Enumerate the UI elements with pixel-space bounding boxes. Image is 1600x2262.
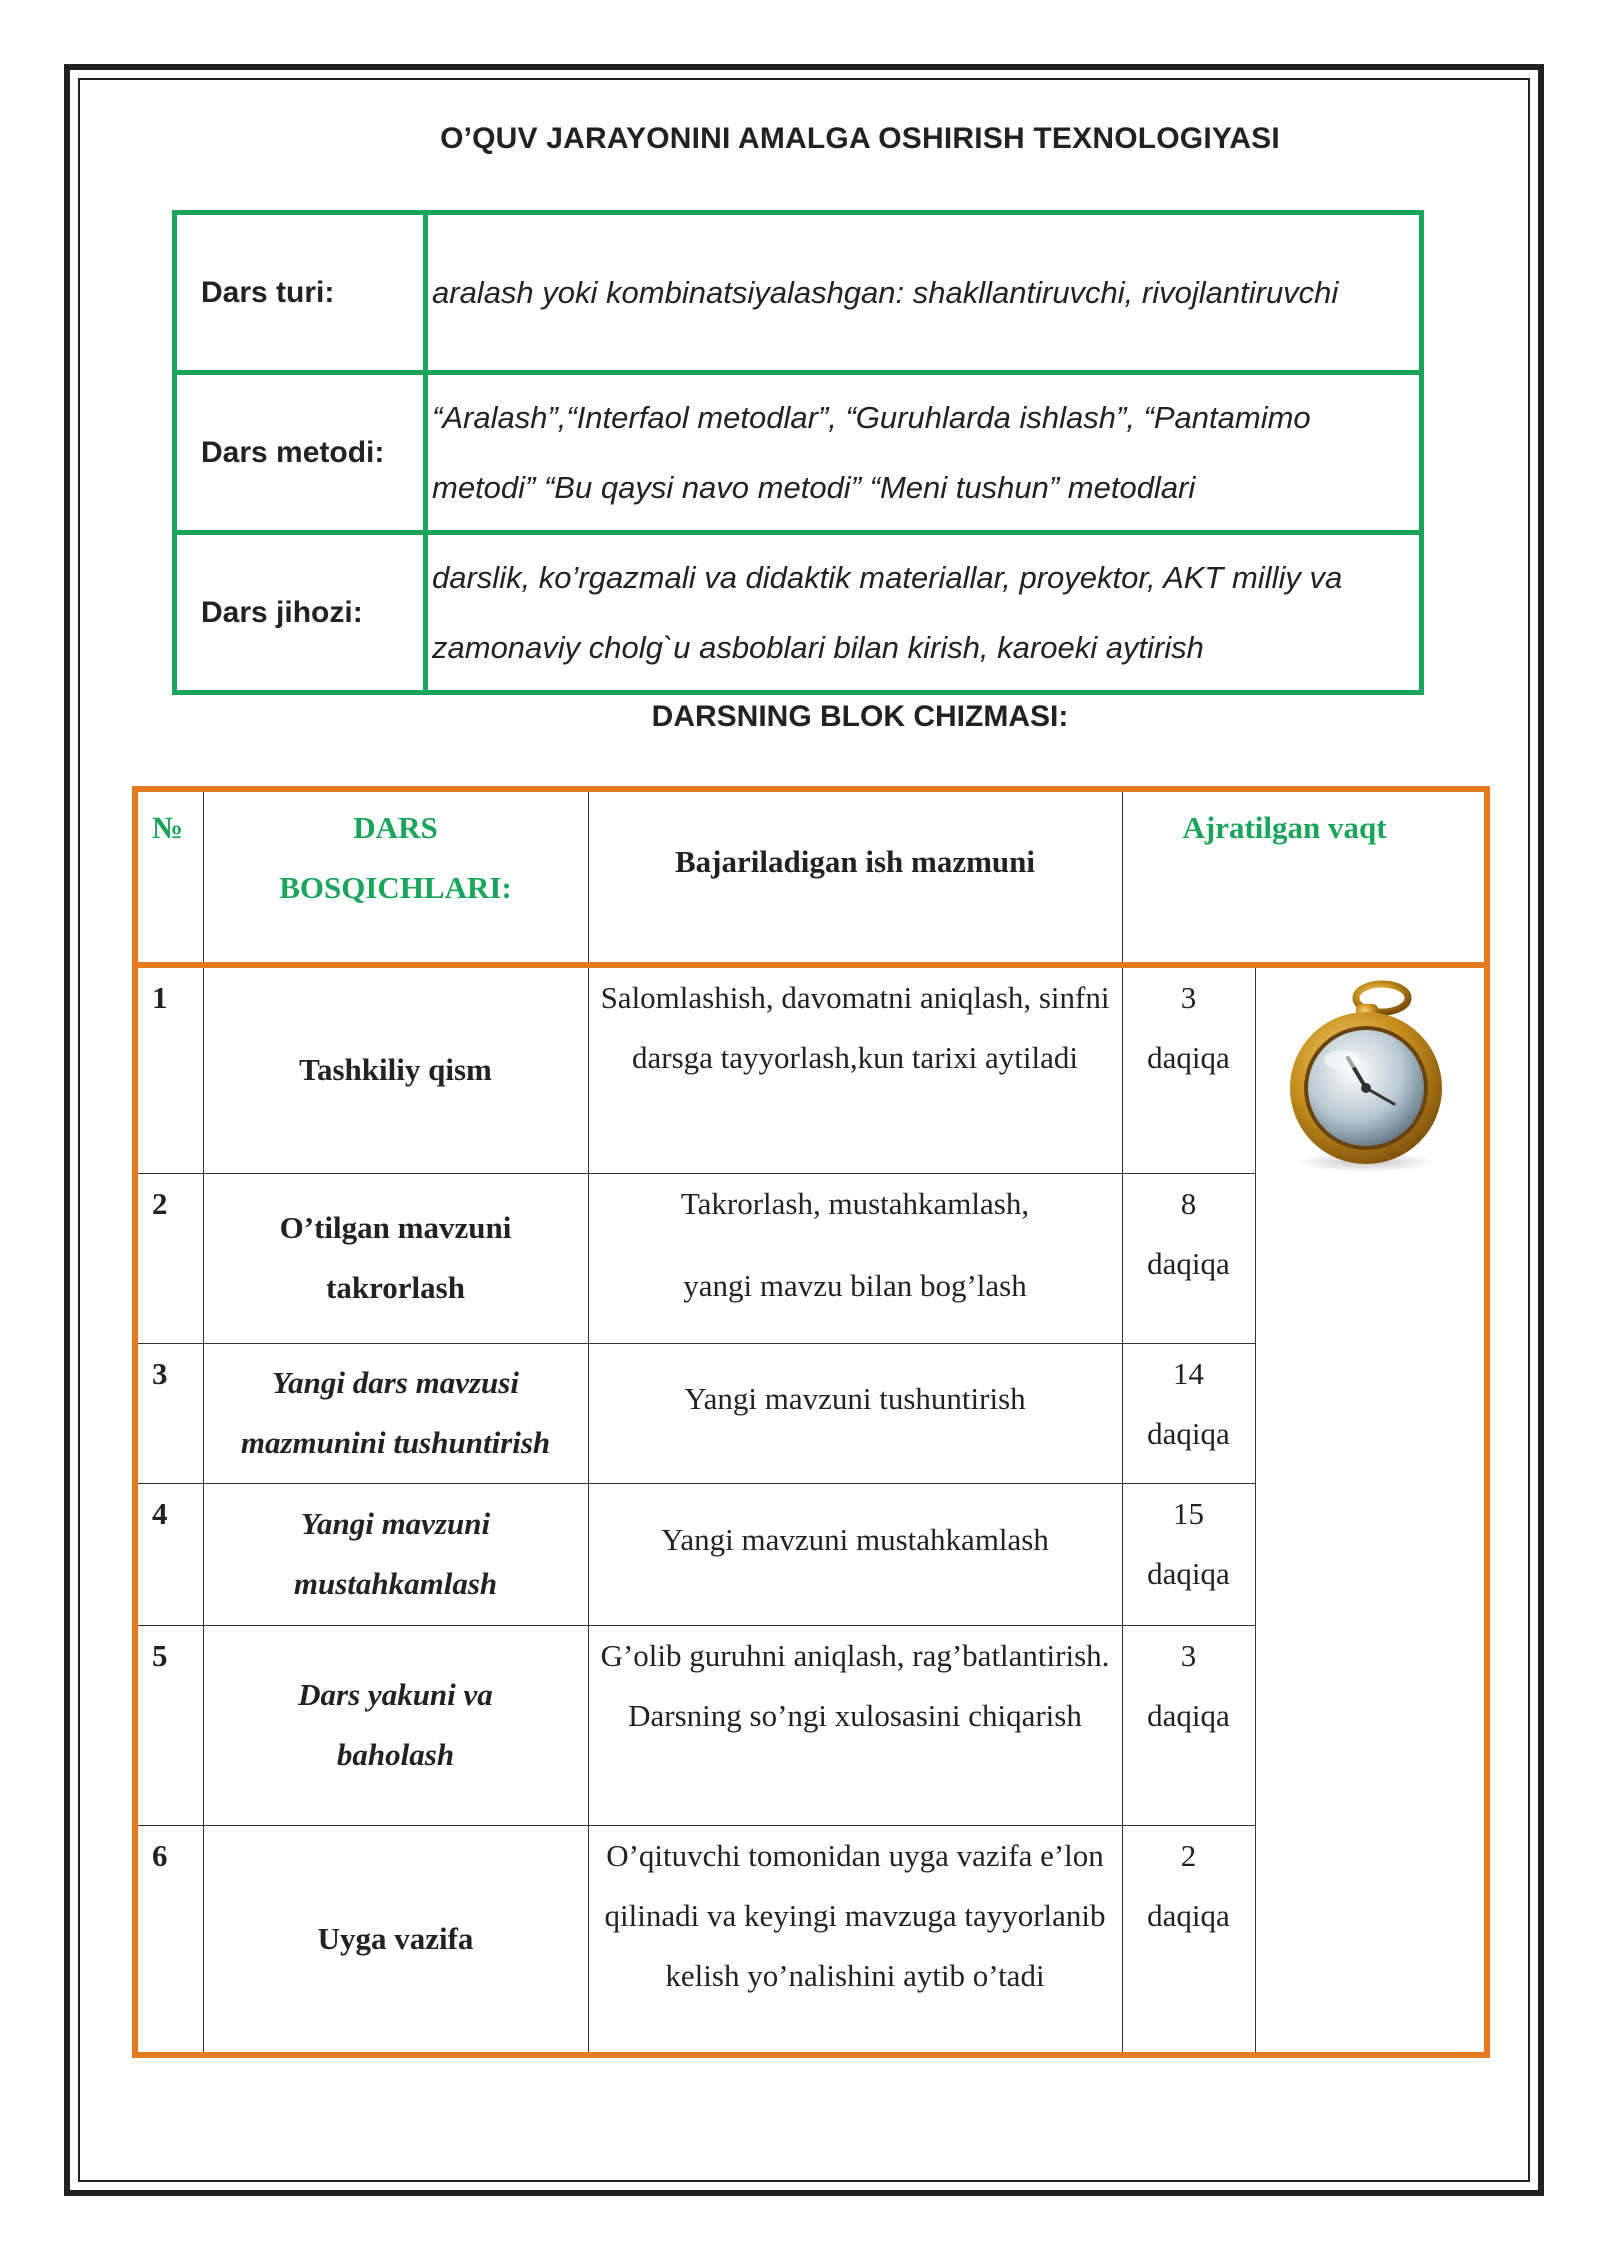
row-content: O’qituvchi tomonidan uyga vazifa e’lon qilinadi va keyingi mavzuga tayyorlanib kelish yo’nalishini aytib o’tadi: [588, 1825, 1122, 2055]
row-stage: O’tilgan mavzuni takrorlash: [203, 1173, 588, 1343]
time-unit: daqiqa: [1147, 1697, 1230, 1733]
row-content-line: Takrorlash, mustahkamlash,: [680, 1185, 1030, 1221]
time-unit: daqiqa: [1147, 1245, 1230, 1281]
row-time: [1122, 1173, 1255, 1343]
row-number: 2: [135, 1173, 203, 1343]
header-stage-line1: DARS: [353, 810, 438, 845]
row-time: [1122, 1625, 1255, 1825]
time-unit: daqiqa: [1147, 1555, 1230, 1591]
header-stage-line2: BOSQICHLARI:: [279, 870, 512, 905]
time-unit: daqiqa: [1147, 1897, 1230, 1933]
row-time: [1122, 1825, 1255, 2055]
time-value: 8: [1180, 1185, 1197, 1221]
row-stage: Yangi dars mavzusi mazmunini tushuntirish: [203, 1343, 588, 1483]
info-label: Dars turi:: [175, 213, 426, 373]
row-time: [1122, 965, 1255, 1173]
header-number: №: [135, 789, 203, 965]
time-value: 15: [1173, 1495, 1204, 1531]
image-cell: [1255, 965, 1487, 2055]
row-stage: Tashkiliy qism: [203, 965, 588, 1173]
header-stage: [203, 789, 588, 965]
time-unit: daqiqa: [1147, 1040, 1230, 1075]
block-title: DARSNING BLOK CHIZMASI:: [651, 700, 1069, 733]
time-value: 2: [1180, 1837, 1197, 1873]
row-number: 3: [135, 1343, 203, 1483]
time-value: 14: [1173, 1355, 1204, 1391]
lesson-info-table: [172, 210, 1424, 695]
time-unit: daqiqa: [1147, 1415, 1230, 1451]
info-row-equipment: [175, 533, 1422, 693]
row-stage: Dars yakuni va baholash: [203, 1625, 588, 1825]
table-header-row: [135, 789, 1487, 965]
row-stage: Yangi mavzuni mustahkamlash: [203, 1483, 588, 1625]
row-content: [588, 1173, 1122, 1343]
row-time: [1122, 1343, 1255, 1483]
row-stage: Uyga vazifa: [203, 1825, 588, 2055]
row-content: Salomlashish, davomatni aniqlash, sinfni darsga tayyorlash,kun tarixi aytiladi: [588, 965, 1122, 1173]
info-value: aralash yoki kombinatsiyalashgan: shakllantiruvchi, rivojlantiruvchi: [426, 213, 1422, 373]
row-number: 1: [135, 965, 203, 1173]
pocket-watch-icon: [1278, 976, 1458, 1176]
time-value: 3: [1180, 1637, 1197, 1673]
info-value: “Aralash”,“Interfaol metodlar”, “Guruhlarda ishlash”, “Pantamimo metodi” “Bu qaysi navo metodi” “Meni tushun” metodlari: [426, 373, 1422, 533]
header-content: Bajariladigan ish mazmuni: [588, 789, 1122, 965]
info-value: darslik, ko’rgazmali va didaktik materiallar, proyektor, AKT milliy va zamonaviy cholg`u asboblari bilan kirish, karoeki aytirish: [426, 533, 1422, 693]
row-number: 5: [135, 1625, 203, 1825]
table-row: [135, 965, 1487, 1173]
info-row-type: [175, 213, 1422, 373]
header-time-label: Ajratilgan vaqt: [1182, 810, 1387, 845]
lesson-block-table: [132, 786, 1490, 2058]
page-title: O’QUV JARAYONINI AMALGA OSHIRISH TEXNOLOGIYASI: [440, 122, 1280, 155]
row-content-line: yangi mavzu bilan bog’lash: [683, 1267, 1027, 1303]
info-label: Dars jihozi:: [175, 533, 426, 693]
row-number: 6: [135, 1825, 203, 2055]
header-time: [1122, 789, 1487, 965]
row-time: [1122, 1483, 1255, 1625]
row-content: Yangi mavzuni tushuntirish: [588, 1343, 1122, 1483]
row-content: G’olib guruhni aniqlash, rag’batlantirish. Darsning so’ngi xulosasini chiqarish: [588, 1625, 1122, 1825]
time-value: 3: [1180, 980, 1197, 1015]
info-row-method: [175, 373, 1422, 533]
info-label: Dars metodi:: [175, 373, 426, 533]
row-content: Yangi mavzuni mustahkamlash: [588, 1483, 1122, 1625]
row-number: 4: [135, 1483, 203, 1625]
